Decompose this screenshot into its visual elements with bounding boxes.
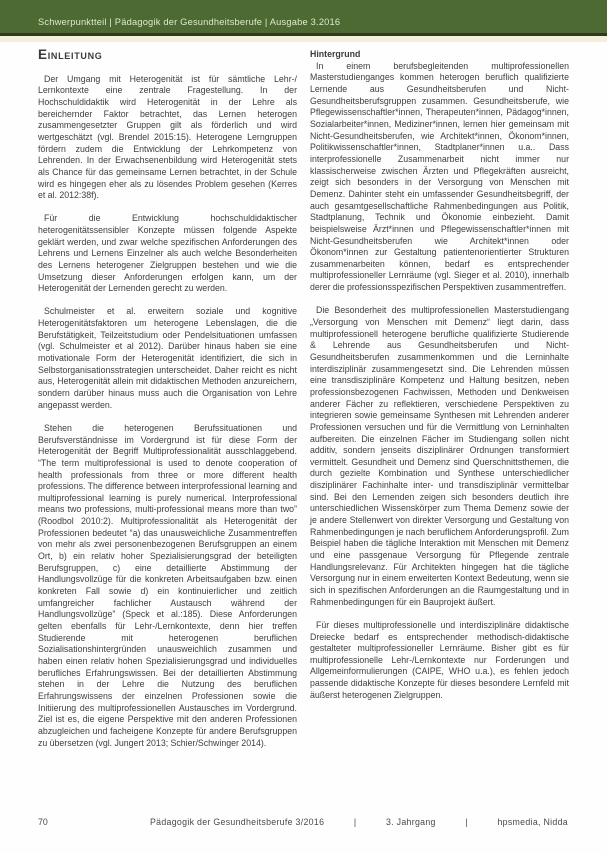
paragraph: Der Umgang mit Heterogenität ist für sämtliche Lehr-/ Lernkontexte eine zentrale Fragestellung. In der Hochschuldidaktik wird Heterogenität in der Lehre als bereichernder Faktor betrachtet, das Lernen heterogen zusammengesetzter Gruppen gilt als förderlich und wird wertgeschätzt (vgl. Brendel 2015:15). Heterogene Lerngruppen fördern zudem die Entwicklung der Lehrkompetenz von Lehrenden. In der Erwachsenenbildung wird Heterogenität stets als Chance für das gemeinsame Lernen betrachtet, in der Schule wird es hingegen eher als zu lösendes Problem gesehen (Kerres et al. 2012:38f).: [38, 73, 297, 201]
breadcrumb: Schwerpunktteil | Pädagogik der Gesundheitsberufe | Ausgabe 3.2016: [38, 17, 341, 27]
footer: [0, 817, 607, 831]
footer-publisher: hpsmedia, Nidda: [497, 817, 568, 827]
page-number: 70: [38, 817, 48, 827]
header-strip: [0, 36, 607, 42]
footer-volume: 3. Jahrgang: [385, 817, 436, 827]
paragraph: In einem berufsbegleitenden multiprofessionellen Masterstudienganges kommen heterogen beruflich qualifizierte Lernende aus Gesundheitsberufen und Nicht-Gesundheitsberufsgruppen zusammen. Gesundheitsberufe, wie Pflegewissenschaftler*innen, Therapeuten*innen, Pädagog*innen, Sozialarbeiter*innen, Mediziner*innen, lernen hier gemeinsam mit Nicht-Gesundheitsberufen, wie Architekt*innen, Ökonom*innen, Politikwissenschaftler*innen, Stadtplaner*innen u.a.. Dass interprofessionelle Zusammenarbeit nicht immer nur klassischerweise zwischen Ärzten und Pflegekräften ausreicht, zeigt sich besonders in der Versorgung von Menschen mit Demenz. Dahinter steht ein umfassender Gesundheitsbegriff, der auch gesamtgesellschaftliche Rahmenbedingungen aus Politik, Stadtplanung, Technik und Ökonomie einbezieht. Damit beispielsweise Ärzt*innen und Pflegewissenschaftler*innen mit Nicht-Gesundheitsberufen wie Architekt*innen oder Ökonom*innen zur Gestaltung patientenorientierter Strukturen zusammenarbeiten können, bedarf es entsprechender multiprofessioneller Lernräume (vgl. Sieger et al. 2010), innerhalb derer die professionsspezifischen Perspektiven zusammentreffen.: [310, 60, 569, 293]
section-heading-einleitung: Einleitung: [38, 47, 103, 62]
paragraph: Die Besonderheit des multiprofessionellen Masterstudiengang „Versorgung von Menschen mit Demenz“ liegt darin, dass multiprofessionell heterogene berufliche qualifizierte Studierende & Lehrende aus Gesundheitsberufen und Nicht-Gesundheitsberufen zusammenkommen und die Lerninhalte interdisziplinär zusammengesetzt sind. Die Lehrenden müssen eine transdisziplinäre Kompetenz und Haltung besitzen, neben professionsbezogenen Fachwissen, Methoden und Denkweisen anderer Fächer zu reflektieren, verschiedene Perspektiven zu integrieren sowie gemeinsame Synthesen mit Lehrenden anderer Professionen versuchen und für die Vermittlung von Lerninhalten aufbereiten. Die einzelnen Fächer im Studiengang sollen nicht additiv, sondern jenseits disziplinärer Ordnungen transformiert vermittelt. Gesundheit und Demenz sind Querschnittsthemen, die durch gezielte Kombination und Synthese unterschiedlicher disziplinärer Fachinhalte inter- und transdisziplinär vermittelbar sind. Bei den Lernenden zeigen sich besonders deutlich ihre unterschiedlichen Wissenskörper zum Thema Demenz sowie der je andere Stellenwert von direkter Versorgung und Gestaltung von Rahmenbedingungen je nach beruflichem Anforderungsprofil. Zum Beispiel haben die tägliche Interaktion mit Menschen mit Demenz und eine passgenaue Versorgung für Pflegende zentrale Handlungsrelevanz. Für Architekten hingegen hat die tägliche Versorgung nur in einem erweiterten Kontext Bedeutung, wenn sie sich in spezifischen Anforderungen an die Raumgestaltung und in Rahmenbedingungen für ein Bauprojekt äußert.: [310, 305, 569, 607]
paragraph: Schulmeister et al. erweitern soziale und kognitive Heterogenitätsfaktoren um heterogene Lebenslagen, die die Berufstätigkeit, Teilzeitstudium oder Pendelsituationen umfassen (vgl. Schulmeister et al 2012). Darüber hinaus haben sie eine motivationale Form der Heterogenität identifiziert, die sich in Selbstorganisationsstrategien unterscheidet. Daher reicht es nicht aus, Heterogenität allein mit didaktischen Methoden anzureichern, sondern darüber hinaus muss auch die Organisation von Lehre angepasst werden.: [38, 306, 297, 410]
header-bar: [0, 0, 607, 33]
footer-journal-title: Pädagogik der Gesundheitsberufe 3/2016: [150, 817, 325, 827]
footer-separator: |: [465, 817, 468, 827]
column-right: [310, 49, 569, 701]
paragraph: Für dieses multiprofessionelle und interdisziplinäre didaktische Dreiecke bedarf es entsprechender methodisch-didaktische gestalteter multiprofessioneller Lernräume. Bisher gibt es für multiprofessionelle Lehr-/Lernkontexte nur Forderungen und Allgemeinformulierungen (CAIPE, WHO u.a.), es fehlen jedoch passende didaktische Konzepte für dieses besondere Lernfeld mit äußerst heterogenen Zielgruppen.: [310, 619, 569, 700]
footer-journal-line: [150, 817, 568, 827]
paragraph: Stehen die heterogenen Berufssituationen und Berufsverständnisse im Vordergrund ist für diese Form der Heterogenität der Begriff Multiprofessionalität ausschlaggebend. “The term multiprofessional is used to denote cooperation of health professionals from three or more different health professions. The difference between interprofessional learning and multiprofessional learning is purely numerical. Interprofessional means two professions, multi-professional means more than two” (Roodbol 2010:2). Multiprofessionalität als Heterogenität der Professionen bedeutet “a) das unausweichliche Zusammentreffen von mehr als zwei personenbezogenen Berufsgruppen an einem Ort, b) ein relativ hoher Spezialisierungsgrad der beteiligten Berufsgruppen, c) eine detaillierte Abstimmung der Handlungsvollzüge für die konkreten Arbeitsaufgaben bzw. einen konkreten Fall sowie d) ein kontinuierlicher und zeitlich umfangreicher fachlicher Austausch während der Handlungsvollzüge” (Speck et al.:185). Diese Anforderungen gelten ebenfalls für Lehr-/Lernkontexte, denn hier treffen Studierende mit heterogenen beruflichen Sozialisationshintergründen unausweichlich zusammen und haben einen relativ hohen Spezialisierungsgrad und individuelles berufliches Erfahrungswissen. Bei der detaillierten Abstimmung stehen in der Lehre die Nutzung des beruflichen Erfahrungswissens der einzelnen Professionen sowie die Initiierung des multiprofessionellen Austausches im Vordergrund. Ziel ist es, die eigene Perspektive mit den anderen Professionen abzugleichen und facheigene Konzepte für andere Berufsgruppen zu übersetzen (vgl. Jungert 2013; Schier/Schwinger 2014).: [38, 422, 297, 748]
section-heading-hintergrund: Hintergrund: [310, 49, 361, 59]
footer-separator: |: [353, 817, 357, 827]
column-left: [38, 49, 297, 749]
paragraph: Für die Entwicklung hochschuldidaktischer heterogenitätssensibler Konzepte müssen folgende Aspekte geklärt werden, und zwar welche spezifischen Anforderungen des Lehrens und Lernens Einzelner als auch welche Besonderheiten des Lernens heterogener Zielgruppen bestehen und wie die Umsetzung dieser Anforderungen erfolgen kann, um der Heterogenität der Lernenden gerecht zu werden.: [38, 213, 297, 294]
